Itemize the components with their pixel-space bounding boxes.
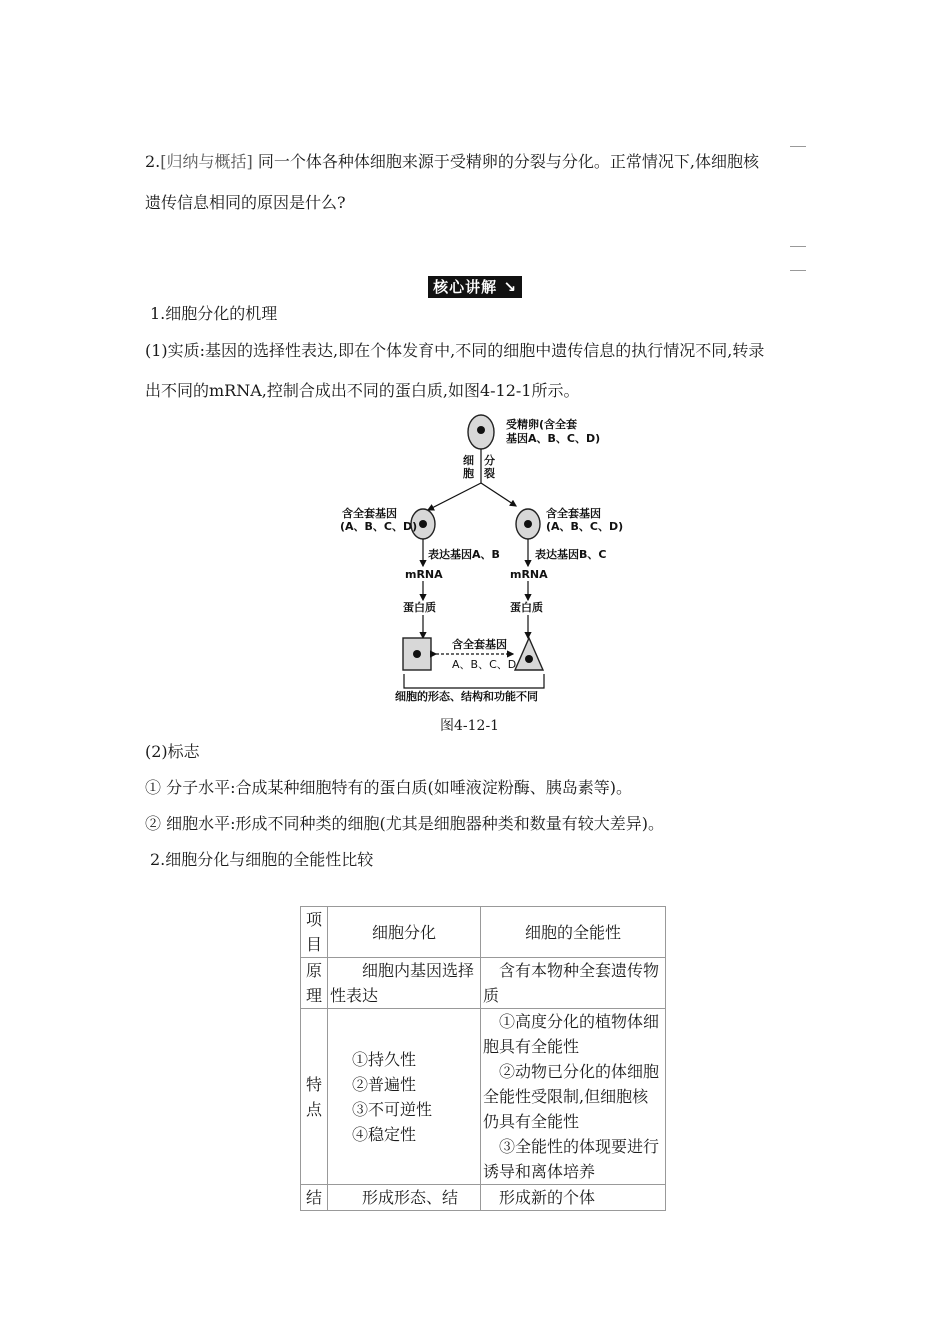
feature-item: ④稳定性 [352, 1124, 417, 1144]
row-label: 原理 [301, 958, 328, 1009]
triangle-nucleus [525, 655, 533, 663]
cell-diff-result: 形成形态、结 [328, 1185, 481, 1211]
triangle-cell [515, 638, 543, 670]
right-express-label: 表达基因B、C [535, 548, 607, 561]
diagram-bottom-label: 细胞的形态、结构和功能不同 [395, 690, 538, 703]
right-mrna-label: mRNA [510, 568, 548, 581]
feature-item: ②普遍性 [352, 1074, 417, 1094]
comparison-table [300, 906, 666, 1211]
section-2-title: 2.细胞分化与细胞的全能性比较 [150, 850, 374, 869]
p2-item-2: ② 细胞水平:形成不同种类的细胞(尤其是细胞器种类和数量有较大差异)。 [145, 814, 664, 833]
question-line-1 [145, 152, 759, 172]
figure-caption: 图4-12-1 [440, 718, 500, 734]
header-differentiation: 细胞分化 [328, 907, 481, 958]
row-label: 特点 [301, 1009, 328, 1185]
feature-item: ①持久性 [352, 1049, 417, 1069]
left-protein-label: 蛋白质 [403, 601, 436, 614]
square-nucleus [413, 650, 421, 658]
question-text: 同一个体各种体细胞来源于受精卵的分裂与分化。正常情况下,体细胞核 [257, 152, 759, 171]
section-1-p1-line2: 出不同的mRNA,控制合成出不同的蛋白质,如图4-12-1所示。 [145, 381, 580, 400]
zygote-label-2: 基因A、B、C、D) [506, 432, 601, 445]
right-cell-label-1: 含全套基因 [546, 507, 601, 520]
header-totipotency: 细胞的全能性 [481, 907, 666, 958]
cell-total-principle: 含有本物种全套遗传物质 [481, 958, 666, 1009]
header-item: 项目 [301, 907, 328, 958]
right-protein-label: 蛋白质 [510, 601, 543, 614]
left-express-label: 表达基因A、B [428, 548, 500, 561]
feature-item: ①高度分化的植物体细胞具有全能性 [483, 1012, 660, 1056]
cell-total-result: 形成新的个体 [481, 1185, 666, 1211]
p2-title: (2)标志 [145, 742, 200, 761]
margin-mark [790, 146, 806, 147]
right-nucleus [524, 520, 532, 528]
banner-text: 核心讲解 [433, 278, 498, 296]
feature-item: ②动物已分化的体细胞全能性受限制,但细胞核仍具有全能性 [483, 1062, 660, 1131]
table-row-principle [301, 958, 666, 1009]
left-cell-label-1: 含全套基因 [342, 507, 397, 520]
question-line-2: 遗传信息相同的原因是什么? [145, 193, 346, 212]
zygote-nucleus [477, 426, 485, 434]
feature-item: ③全能性的体现要进行诱导和离体培养 [483, 1137, 660, 1181]
margin-mark [790, 270, 806, 271]
table-row-features [301, 1009, 666, 1185]
mid-gene-label-1: 含全套基因 [452, 638, 507, 651]
section-1-p1-line1: (1)实质:基因的选择性表达,即在个体发育中,不同的细胞中遗传信息的执行情况不同,转录 [145, 341, 765, 360]
division-label-2: 分 裂 [484, 454, 495, 480]
zygote-label-1: 受精卵(含全套 [506, 418, 578, 431]
row-label: 结 [301, 1185, 328, 1211]
left-cell-label-2: (A、B、C、D) [340, 520, 418, 533]
p2-item-1: ① 分子水平:合成某种细胞特有的蛋白质(如唾液淀粉酶、胰岛素等)。 [145, 778, 632, 797]
cell-diff-principle: 细胞内基因选择性表达 [328, 958, 481, 1009]
question-number: 2. [145, 152, 161, 171]
left-mrna-label: mRNA [405, 568, 443, 581]
right-cell-label-2: (A、B、C、D) [546, 520, 624, 533]
division-label-1: 细 胞 [463, 454, 474, 480]
margin-mark [790, 246, 806, 247]
section-1-title: 1.细胞分化的机理 [150, 304, 278, 323]
branch-right [481, 483, 516, 506]
feature-item: ③不可逆性 [352, 1099, 433, 1119]
table-header-row [301, 907, 666, 958]
cell-total-features [481, 1009, 666, 1185]
branch-left [428, 483, 481, 510]
question-tag: [归纳与概括] [160, 152, 253, 171]
left-nucleus [419, 520, 427, 528]
mid-gene-label-2: A、B、C、D [452, 658, 517, 671]
cell-diff-features [328, 1009, 481, 1185]
table-row-result [301, 1185, 666, 1211]
result-bracket [404, 674, 544, 688]
section-banner: 核心讲解 ↘ [428, 276, 522, 298]
